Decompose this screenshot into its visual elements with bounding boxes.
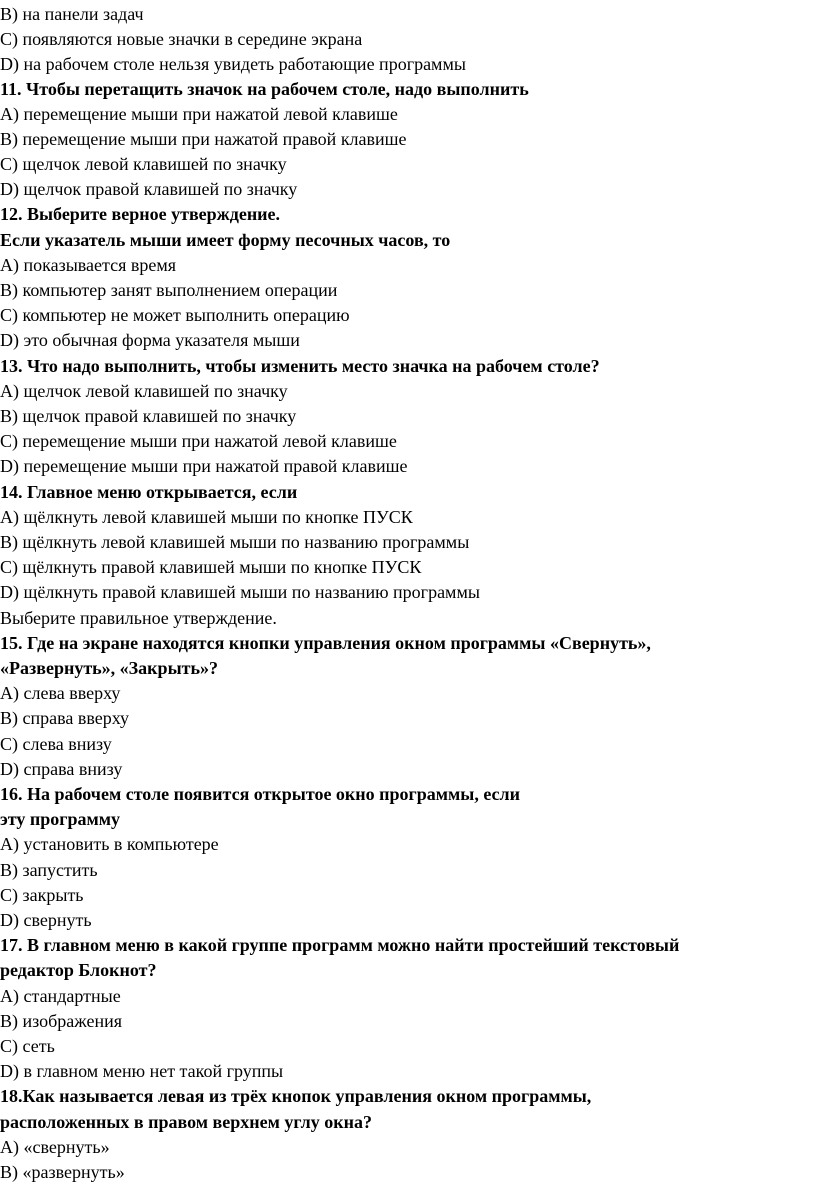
answer-line: D) на рабочем столе нельзя увидеть работающие программы <box>0 54 466 74</box>
answer-line: A) слева вверху <box>0 683 121 703</box>
answer-line: B) щёлкнуть левой клавишей мыши по названию программы <box>0 532 470 552</box>
answer-line: D) щелчок правой клавишей по значку <box>0 179 298 199</box>
question-line: 13. Что надо выполнить, чтобы изменить место значка на рабочем столе? <box>0 356 600 376</box>
question-line: эту программу <box>0 809 120 829</box>
answer-line: D) справа внизу <box>0 759 123 779</box>
question-line: 14. Главное меню открывается, если <box>0 482 298 502</box>
answer-line: C) появляются новые значки в середине экрана <box>0 29 363 49</box>
answer-line: B) щелчок правой клавишей по значку <box>0 406 297 426</box>
question-line: расположенных в правом верхнем углу окна? <box>0 1112 372 1132</box>
question-line: Если указатель мыши имеет форму песочных часов, то <box>0 230 451 250</box>
answer-line: C) компьютер не может выполнить операцию <box>0 305 350 325</box>
answer-line: D) щёлкнуть правой клавишей мыши по названию программы <box>0 582 480 602</box>
answer-line: D) в главном меню нет такой группы <box>0 1061 284 1081</box>
answer-line: B) справа вверху <box>0 708 130 728</box>
question-line: 16. На рабочем столе появится открытое окно программы, если <box>0 784 520 804</box>
answer-line: B) запустить <box>0 860 98 880</box>
answer-line: A) щёлкнуть левой клавишей мыши по кнопке ПУСК <box>0 507 413 527</box>
question-line: 17. В главном меню в какой группе программ можно найти простейший текстовый <box>0 935 680 955</box>
answer-line: A) перемещение мыши при нажатой левой клавише <box>0 104 398 124</box>
answer-line: Выберите правильное утверждение. <box>0 608 277 628</box>
question-line: «Развернуть», «Закрыть»? <box>0 658 218 678</box>
answer-line: A) «свернуть» <box>0 1137 110 1157</box>
question-line: 15. Где на экране находятся кнопки управления окном программы «Свернуть», <box>0 633 651 653</box>
answer-line: B) перемещение мыши при нажатой правой клавише <box>0 129 407 149</box>
answer-line: A) стандартные <box>0 986 121 1006</box>
answer-line: D) это обычная форма указателя мыши <box>0 330 300 350</box>
answer-line: C) перемещение мыши при нажатой левой клавише <box>0 431 397 451</box>
answer-line: B) «развернуть» <box>0 1162 125 1182</box>
question-line: 11. Чтобы перетащить значок на рабочем столе, надо выполнить <box>0 79 529 99</box>
answer-line: B) компьютер занят выполнением операции <box>0 280 338 300</box>
answer-line: A) установить в компьютере <box>0 834 219 854</box>
answer-line: B) на панели задач <box>0 4 144 24</box>
answer-line: A) показывается время <box>0 255 177 275</box>
answer-line: C) щёлкнуть правой клавишей мыши по кнопке ПУСК <box>0 557 422 577</box>
answer-line: C) слева внизу <box>0 734 112 754</box>
answer-line: C) щелчок левой клавишей по значку <box>0 154 287 174</box>
answer-line: D) перемещение мыши при нажатой правой клавише <box>0 456 408 476</box>
answer-line: C) сеть <box>0 1036 55 1056</box>
answer-line: B) изображения <box>0 1011 123 1031</box>
question-line: редактор Блокнот? <box>0 960 157 980</box>
question-line: 18.Как называется левая из трёх кнопок управления окном программы, <box>0 1086 592 1106</box>
question-line: 12. Выберите верное утверждение. <box>0 204 281 224</box>
answer-line: A) щелчок левой клавишей по значку <box>0 381 288 401</box>
answer-line: C) закрыть <box>0 885 84 905</box>
answer-line: D) свернуть <box>0 910 92 930</box>
